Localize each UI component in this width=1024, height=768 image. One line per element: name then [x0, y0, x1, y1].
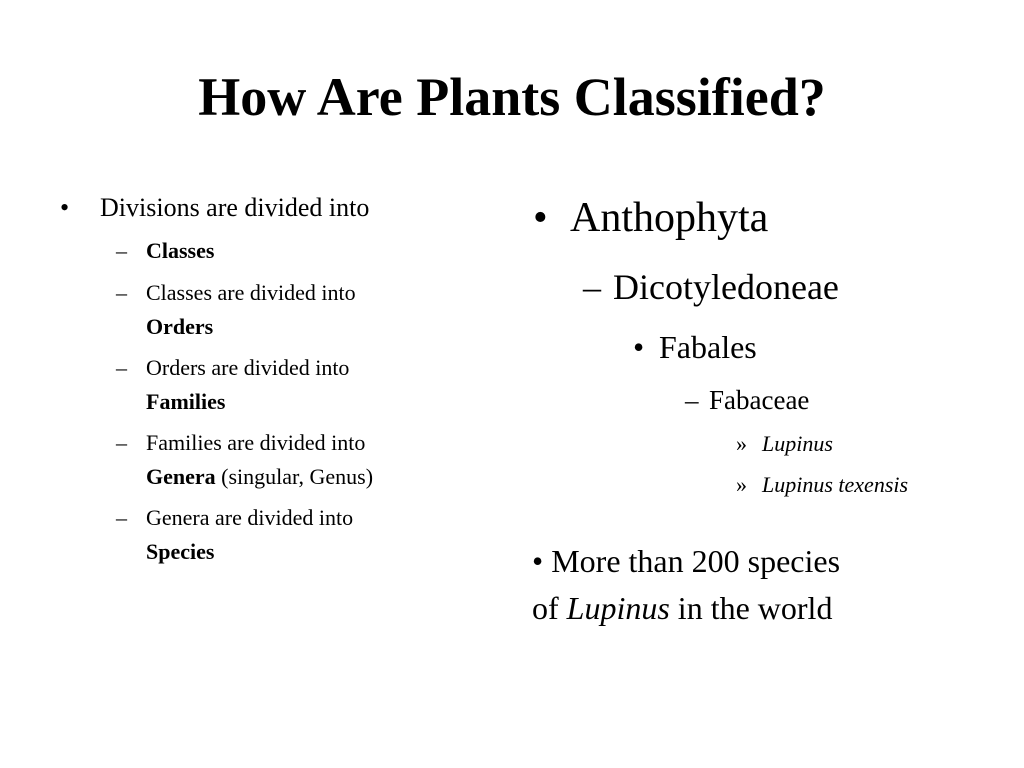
bullet-glyph: •: [60, 193, 70, 222]
note-suffix: in the world: [669, 590, 833, 626]
dash-glyph: –: [116, 505, 127, 530]
list-item-text: Orders are divided into: [146, 355, 350, 380]
term-species: Species: [146, 539, 215, 564]
divisions-intro: Divisions are divided into: [100, 193, 370, 222]
list-item-genera: [146, 460, 373, 494]
dash-glyph: –: [116, 430, 127, 455]
slide-title: How Are Plants Classified?: [198, 67, 826, 127]
term-families: Families: [146, 389, 226, 414]
raquo-glyph: »: [736, 431, 747, 456]
list-item-text: Families are divided into: [146, 430, 366, 455]
note-line-2: [532, 585, 840, 632]
list-item-text: Genera are divided into: [146, 505, 354, 530]
class-name: Dicotyledoneae: [613, 267, 839, 307]
genera-suffix: (singular, Genus): [215, 464, 374, 489]
bullet-glyph: •: [633, 329, 645, 365]
term-classes: Classes: [146, 238, 215, 263]
division-name: Anthophyta: [570, 195, 769, 241]
dash-glyph: –: [685, 385, 699, 415]
dash-glyph: –: [116, 238, 127, 263]
dash-glyph: –: [116, 355, 127, 380]
term-orders: Orders: [146, 314, 214, 339]
bullet-glyph: •: [533, 195, 548, 241]
raquo-glyph: »: [736, 472, 747, 497]
term-genera: Genera: [146, 464, 216, 489]
dash-glyph: –: [116, 280, 127, 305]
genus-name: Lupinus: [762, 431, 833, 456]
order-name: Fabales: [659, 329, 757, 365]
note-line-1: • More than 200 species: [532, 543, 841, 579]
species-count-note: [532, 538, 840, 632]
dash-glyph: –: [583, 267, 601, 307]
list-item-text: Classes are divided into: [146, 280, 356, 305]
species-name: Lupinus texensis: [762, 472, 909, 497]
note-prefix: of: [532, 590, 567, 626]
family-name: Fabaceae: [709, 385, 810, 415]
list-item-classes: [146, 234, 214, 268]
note-genus: Lupinus: [566, 590, 670, 626]
